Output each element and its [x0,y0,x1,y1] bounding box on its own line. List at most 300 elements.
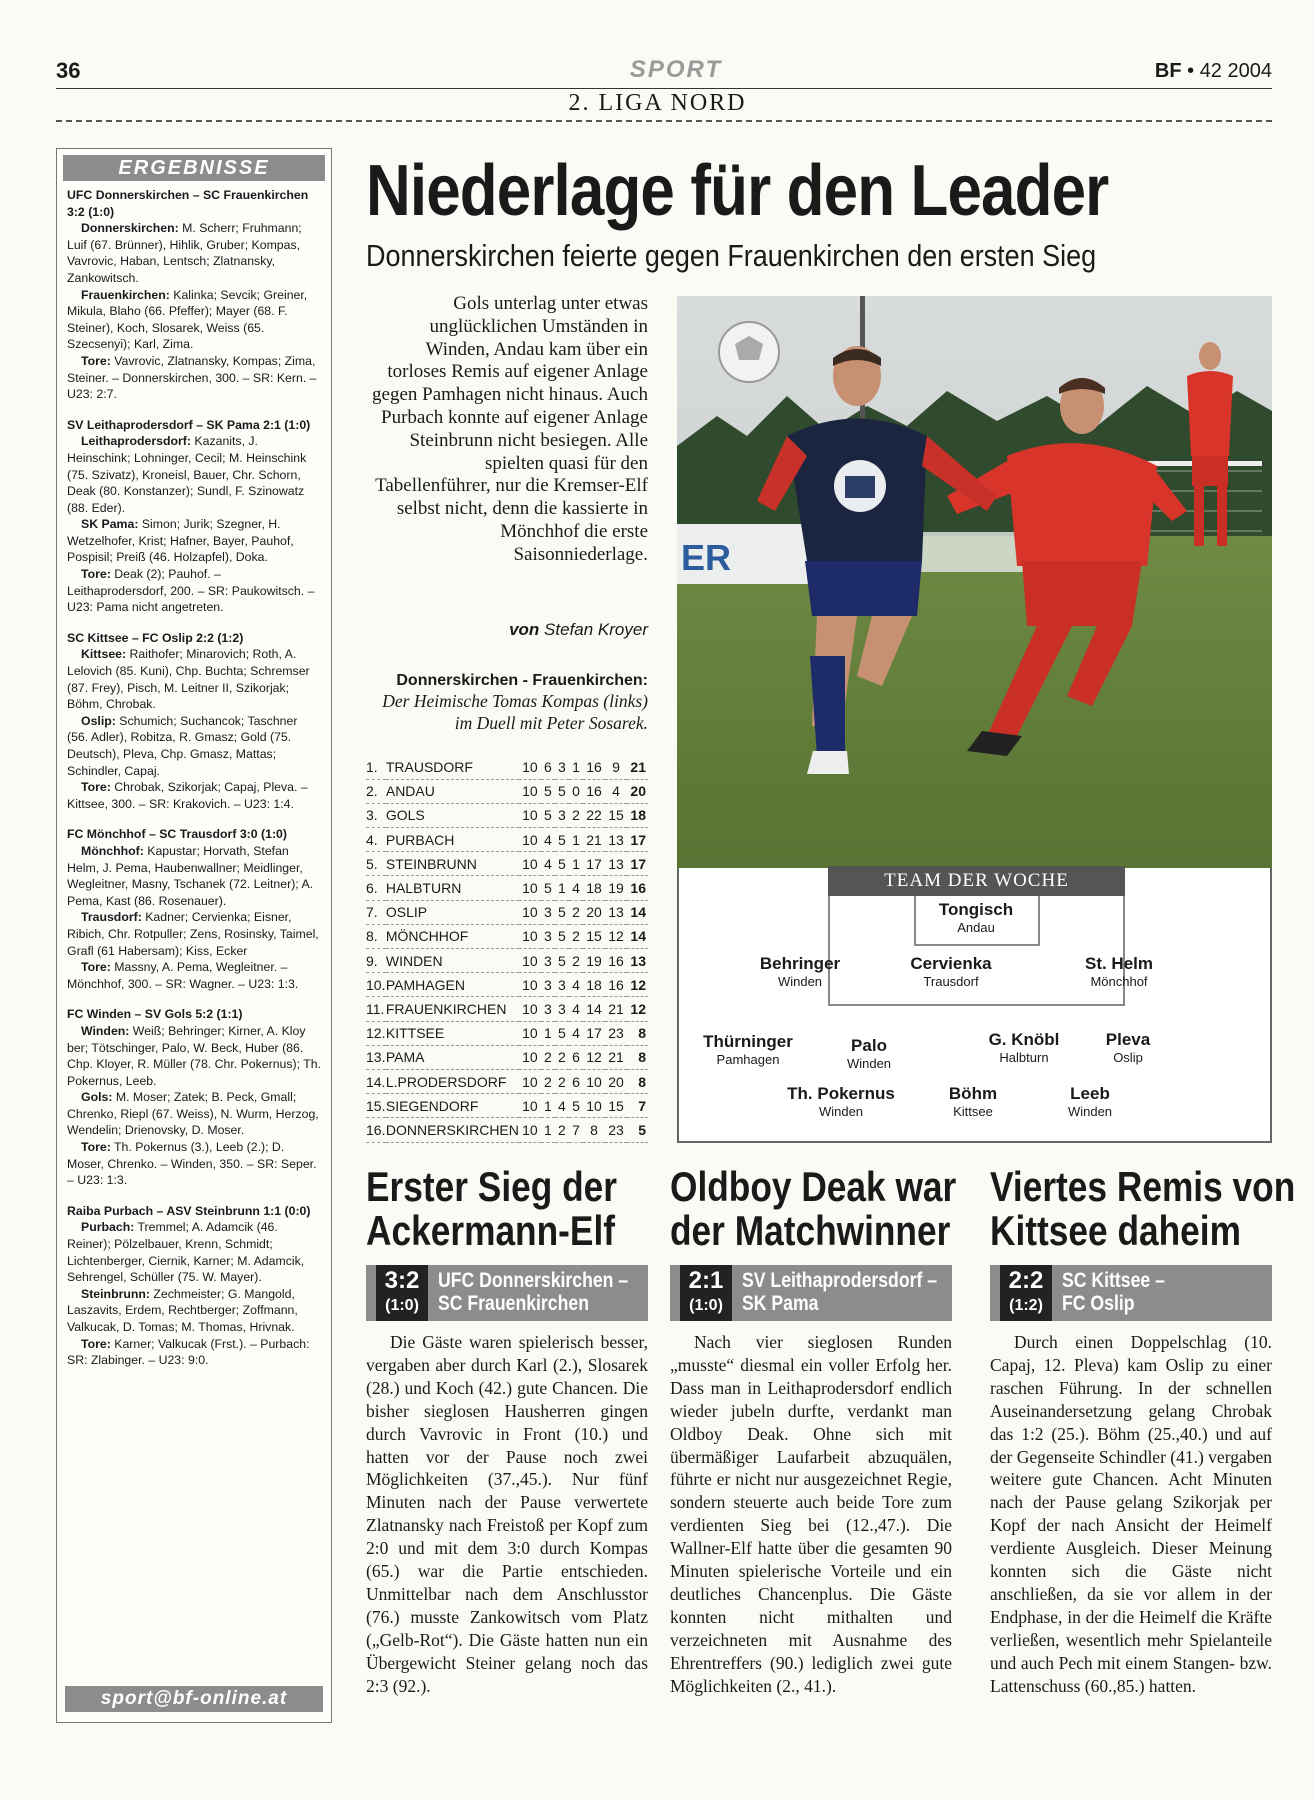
league-standings-table [366,755,648,1143]
standings-cell-ga: 16 [605,973,627,997]
lineup-text: Tremmel; A. Adamcik (46. Reiner); Pölzelbauer, Krenn, Schmidt; Lichtenberger, Ciernik, Karner; M. Adamcik, Sehrengel, Schüller (75. W. Mayer). [67,1220,305,1285]
home-team: SC Kittsee – [1062,1269,1165,1292]
standings-cell-ga: 20 [605,1069,627,1093]
match-lineup-line [67,220,321,286]
player-club: Andau [957,920,995,935]
standings-cell-pos: 9. [366,949,386,973]
lineup-team-label: Mönchhof: [81,843,144,858]
standings-cell-pos: 1. [366,755,386,779]
lineup-text: Deak (2); Pauhof. – Leithaprodersdorf, 200. – SR: Paukowitsch. – U23: Pama nicht angetreten. [67,567,315,615]
standings-cell-l: 0 [569,779,583,803]
issue-year: 2004 [1227,60,1272,82]
standings-cell-ga: 15 [605,803,627,827]
standings-cell-pos: 14. [366,1069,386,1093]
standings-cell-ga: 23 [605,1021,627,1045]
score-box [680,1265,732,1321]
page-number: 36 [56,58,81,83]
article-headline [366,1163,618,1254]
match-result [67,187,321,403]
lineup-team-label: Tore: [81,567,111,582]
article-headline-line-1: Oldboy Deak war [670,1163,957,1210]
standings-row [366,755,648,779]
standings-cell-pts: 13 [627,949,648,973]
article-headline-line-1: Viertes Remis von [990,1163,1296,1210]
standings-cell-pos: 16. [366,1118,386,1142]
standings-cell-w: 5 [541,876,555,900]
standings-cell-pos: 10. [366,973,386,997]
standings-cell-l: 2 [569,924,583,948]
standings-cell-team: FRAUENKIRCHEN [386,997,519,1021]
match-title: FC Winden – SV Gols 5:2 (1:1) [67,1007,243,1022]
article-headline-line-2: Ackermann-Elf [366,1207,615,1254]
author-name: Stefan Kroyer [544,620,648,639]
standings-cell-pos: 11. [366,997,386,1021]
article-kittsee-oslip [990,1163,1296,1698]
standings-cell-g: 10 [519,779,541,803]
lineup-text: Massny, A. Pema, Wegleitner. – Mönchhof, 300. – SR: Wagner. – U23: 1:3. [67,960,299,991]
standings-cell-team: HALBTURN [386,876,519,900]
standings-cell-w: 3 [541,949,555,973]
standings-cell-ga: 23 [605,1118,627,1142]
match-result [67,1006,321,1189]
standings-cell-pos: 2. [366,779,386,803]
standings-cell-g: 10 [519,997,541,1021]
score-teams [742,1269,937,1315]
standings-row [366,803,648,827]
standings-cell-l: 2 [569,803,583,827]
player-name: Palo [851,1036,887,1055]
results-list [57,185,331,1369]
standings-cell-pts: 21 [627,755,648,779]
standings-cell-d: 5 [555,779,569,803]
standings-cell-d: 3 [555,997,569,1021]
standings-cell-pos: 13. [366,1045,386,1069]
match-lineup-line [67,1286,321,1336]
standings-cell-g: 10 [519,828,541,852]
standings-cell-pts: 5 [627,1118,648,1142]
caption-match: Donnerskirchen - Frauenkirchen: [396,672,648,689]
standings-cell-l: 5 [569,1094,583,1118]
match-photo [677,296,1272,876]
lineup-team-label: Gols: [81,1090,113,1105]
standings-cell-team: KITTSEE [386,1021,519,1045]
standings-cell-gf: 20 [583,900,605,924]
standings-cell-w: 2 [541,1045,555,1069]
lineup-text: Karner; Valkucak (Frst.). – Purbach: SR: Zlabinger. – U23: 9:0. [67,1336,310,1368]
standings-cell-l: 4 [569,973,583,997]
results-sidebar [56,148,332,1723]
lineup-text: Zechmeister; G. Mangold, Laszavits, Erdem, Rechtberger; Zoffmann, Valkucak, D. Tomas; M. Thomas, Hrivnak. [67,1286,298,1334]
match-title: SC Kittsee – FC Oslip 2:2 (1:2) [67,630,244,645]
standings-cell-l: 4 [569,997,583,1021]
standings-cell-l: 4 [569,876,583,900]
standings-cell-team: WINDEN [386,949,519,973]
standings-cell-pts: 12 [627,973,648,997]
standings-cell-team: ANDAU [386,779,519,803]
standings-cell-w: 1 [541,1094,555,1118]
standings-cell-team: SIEGENDORF [386,1094,519,1118]
issue-info: BF • 42 2004 [1154,60,1272,82]
halftime-score: (1:0) [385,1297,419,1314]
match-result [67,417,321,616]
player-club: Mönchhof [1090,974,1148,989]
match-lineup-line [67,1219,321,1285]
lineup-team-label: Tore: [81,960,111,975]
standings-cell-gf: 21 [583,828,605,852]
standings-cell-ga: 16 [605,949,627,973]
lineup-team-label: Kittsee: [81,647,127,662]
standings-cell-pos: 12. [366,1021,386,1045]
standings-cell-gf: 22 [583,803,605,827]
player-goalkeeper [901,900,1051,935]
standings-cell-w: 6 [541,755,555,779]
standings-cell-w: 3 [541,900,555,924]
lineup-text: Kalinka; Sevcik; Greiner, Mikula, Blaho (66. Pfeffer); Mayer (68. F. Steiner), Koch, Slosarek, Weiss (65. Szecsenyi); Karl, Zima. [67,287,308,352]
standings-cell-g: 10 [519,852,541,876]
standings-cell-pos: 6. [366,876,386,900]
standings-cell-gf: 18 [583,973,605,997]
main-headline: Niederlage für den Leader [366,151,1109,231]
match-title: SV Leithaprodersdorf – SK Pama 2:1 (1:0) [67,417,311,432]
standings-cell-g: 10 [519,949,541,973]
standings-cell-l: 7 [569,1118,583,1142]
standings-cell-ga: 21 [605,1045,627,1069]
standings-cell-gf: 8 [583,1118,605,1142]
final-score: 3:2 [384,1267,420,1294]
standings-cell-team: OSLIP [386,900,519,924]
match-title: FC Mönchhof – SC Trausdorf 3:0 (1:0) [67,827,287,842]
standings-cell-pos: 5. [366,852,386,876]
standings-cell-l: 2 [569,900,583,924]
standings-cell-g: 10 [519,803,541,827]
player-name: Behringer [759,954,841,973]
player-forward-1 [766,1084,916,1119]
standings-row [366,852,648,876]
halftime-score: (1:0) [689,1297,723,1314]
article-headline [990,1163,1296,1254]
standings-cell-d: 5 [555,1021,569,1045]
standings-cell-ga: 9 [605,755,627,779]
standings-cell-g: 10 [519,1094,541,1118]
standings-cell-team: L.PRODERSDORF [386,1069,519,1093]
team-of-week-title: TEAM DER WOCHE [828,866,1125,896]
match-lineup-line [67,516,321,566]
standings-row [366,997,648,1021]
standings-cell-g: 10 [519,876,541,900]
match-lineup-line [67,1139,321,1189]
standings-cell-ga: 13 [605,900,627,924]
standings-cell-w: 5 [541,779,555,803]
lineup-text: Vavrovic, Zlatnansky, Kompas; Zima, Steiner. – Donnerskirchen, 300. – SR: Kern. – U23: 2:7. [67,353,317,402]
score-bar [366,1265,648,1321]
player-midfielder-2 [794,1036,944,1071]
match-lineup-line [67,353,321,403]
lineup-team-label: Tore: [81,353,111,368]
standings-cell-w: 1 [541,1118,555,1142]
standings-cell-gf: 12 [583,1045,605,1069]
lineup-team-label: Purbach: [81,1220,135,1235]
lineup-team-label: Tore: [81,780,111,795]
dashed-divider [56,120,1272,122]
match-lineup-line [67,646,321,712]
player-name: Thürninger [703,1032,793,1051]
lineup-team-label: Frauenkirchen: [81,287,170,302]
standings-cell-d: 5 [555,924,569,948]
standings-row [366,1118,648,1142]
standings-cell-w: 3 [541,973,555,997]
standings-cell-l: 1 [569,828,583,852]
article-body: Die Gäste waren spielerisch besser, vergaben aber durch Karl (2.), Slosarek (28.) und Koch (42.) gute Chancen. Die bisher sieglosen Hausherren gingen durch Vavrovic in Front (10.) und hatten vor der Pause noch zwei Möglichkeiten (37.,45.). Nur fünf Minuten nach der Pause verwertete Zlatnansky nach Freistoß per Kopf zum 2:0 und mit dem 3:0 durch Kompas (65.) war die Partie entschieden. Unmittelbar nach dem Anschlusstor (76.) musste Zankowitsch vom Platz („Gelb-Rot“). Die Gäste hatten nun ein Übergewicht Steiner gelang noch das 2:3 (92.). [366,1332,648,1696]
standings-row [366,1021,648,1045]
lineup-text: M. Scherr; Fruhmann; Luif (67. Brünner), Hihlik, Gruber; Kompas, Vavrovic, Haban, Lentsch; Zlatnansky, Zankowitsch. [67,221,302,285]
lineup-team-label: Steinbrunn: [81,1286,150,1301]
svg-text:ER: ER [681,537,732,578]
standings-cell-gf: 15 [583,924,605,948]
standings-cell-w: 5 [541,803,555,827]
standings-cell-d: 1 [555,876,569,900]
standings-cell-d: 3 [555,755,569,779]
match-result [67,1203,321,1369]
player-name: Pleva [1105,1030,1151,1049]
player-name: St. Helm [1084,954,1154,973]
player-defender-2 [876,954,1026,989]
player-name: G. Knöbl [988,1030,1060,1049]
standings-cell-pts: 17 [627,852,648,876]
player-name: Cervienka [910,954,992,973]
author-prefix: von [509,620,540,639]
standings-row [366,973,648,997]
score-box [376,1265,428,1321]
standings-cell-d: 4 [555,1094,569,1118]
results-title: ERGEBNISSE [63,155,325,181]
score-bar [990,1265,1272,1321]
standings-cell-pts: 8 [627,1045,648,1069]
home-team: SV Leithaprodersdorf – [742,1269,938,1292]
standings-row [366,779,648,803]
caption-text: Der Heimische Tomas Kompas (links) im Duell mit Peter Sosarek. [382,691,648,733]
standings-cell-pts: 14 [627,924,648,948]
standings-cell-w: 2 [541,1069,555,1093]
standings-cell-g: 10 [519,973,541,997]
standings-cell-team: PAMA [386,1045,519,1069]
standings-cell-gf: 16 [583,779,605,803]
standings-cell-ga: 13 [605,852,627,876]
standings-row [366,949,648,973]
lineup-team-label: Tore: [81,1140,111,1155]
standings-cell-w: 3 [541,924,555,948]
standings-cell-team: PAMHAGEN [386,973,519,997]
lineup-team-label: Donnerskirchen: [81,221,179,236]
standings-cell-d: 5 [555,828,569,852]
standings-row [366,900,648,924]
article-body: Nach vier sieglosen Runden „musste“ diesmal ein voller Erfolg her. Dass man in Leithaprodersdorf endlich wieder jubeln durfte, verdankt man Oldboy Deak. Ohne sich mit übermäßiger Laufarbeit abzuquälen, führte er nicht nur ausgezeichnet Regie, sondern steuerte auch beide Tore zum verdienten Sieg bei (12.,47.). Die Wallner-Elf hatte über die gesamten 90 Minuten spielerische Vorteile und ein deutliches Chancenplus. Die Gäste konnten nicht mithalten und verzeichneten mit Ausnahme des Ehrentreffers (90.) lediglich zwei gute Möglichkeiten (2., 41.). [670,1332,952,1696]
standings-cell-gf: 10 [583,1094,605,1118]
match-lineup-line [67,1089,321,1139]
player-club: Winden [846,1056,892,1071]
standings-cell-gf: 17 [583,852,605,876]
standings-cell-d: 2 [555,1118,569,1142]
match-lineup-line [67,1023,321,1089]
lineup-text: Raithofer; Minarovich; Roth, A. Lelovich (85. Kuni), Chp. Buchta; Schremser (87. Frey), Pisch, M. Leitner II, Szikorjak; Böhm, Chrobak. [67,647,310,712]
standings-cell-pos: 4. [366,828,386,852]
standings-cell-pos: 7. [366,900,386,924]
standings-cell-l: 6 [569,1045,583,1069]
header-rule [56,88,1272,89]
lineup-team-label: Winden: [81,1023,130,1038]
score-teams [1062,1269,1165,1315]
article-body: Durch einen Doppelschlag (10. Capaj, 12. Pleva) kam Oslip zu einer raschen Führung. In der schnellen Auseinandersetzung gelang Chrobak das 1:2 (25.). Böhm (25.,40.) und auf der Gegenseite Schindler (41.) vergaben weitere gute Chancen. Acht Minuten nach der Pause gelang Szikorjak per Kopf der nach Ansicht der Heimelf verdiente Ausgleich. Dieser Meinung konnten sich die Gäste nicht anschließen, da sie vor allem in der Endphase, in der die Heimelf die Kräfte verließen, wesentlich mehr Spielanteile und auch Pech mit einem Stangen- bzw. Lattenschuss (60.,85.) hatten. [990,1332,1272,1696]
match-lineup-line [67,843,321,909]
standings-cell-gf: 14 [583,997,605,1021]
lineup-text: Kapustar; Horvath, Stefan Helm, J. Pema, Haubenwallner; Meidlinger, Wegleitner, Masny, Tschanek (72. Leitner); A. Pema, Kast (86. Rosenauer). [67,843,314,908]
standings-cell-gf: 18 [583,876,605,900]
home-team: UFC Donnerskirchen – [438,1269,629,1292]
player-defender-1 [725,954,875,989]
standings-cell-l: 2 [569,949,583,973]
standings-cell-g: 10 [519,1069,541,1093]
lead-paragraph: Gols unterlag unter etwas unglücklichen Umständen in Winden, Andau kam über ein torloses Remis auf eigener Anlage gegen Pamhagen nicht hinaus. Auch Purbach konnte auf eigener Anlage Steinbrunn nicht besiegen. Alle spielten quasi für den Tabellenführer, nur die Kremser-Elf selbst nicht, denn die kassierte in Mönchhof die erste Saisonniederlage. [372,293,648,565]
player-name: Tongisch [938,900,1014,919]
player-club: Halbturn [999,1050,1049,1065]
lineup-team-label: Oslip: [81,713,116,728]
standings-row [366,1069,648,1093]
standings-cell-pts: 8 [627,1069,648,1093]
sport-email-link[interactable]: sport@bf-online.at [65,1686,323,1712]
score-teams [438,1269,628,1315]
match-lineup-line [67,959,321,992]
page-header [56,56,1272,88]
standings-cell-gf: 10 [583,1069,605,1093]
article-headline-line-1: Erster Sieg der [366,1163,618,1210]
standings-cell-d: 3 [555,803,569,827]
player-name: Th. Pokernus [787,1084,895,1103]
match-title: UFC Donnerskirchen – SC Frauenkirchen 3:2 (1:0) [67,188,309,219]
match-lineup-line [67,909,321,959]
issue-number: 42 [1199,60,1222,82]
article-headline [670,1163,957,1254]
player-defender-3 [1044,954,1194,989]
score-bar [670,1265,952,1321]
lineup-text: Weiß; Behringer; Kirner, A. Kloy ber; Tötschinger, Palo, W. Beck, Huber (86. Chp. Kloyer, R. Müller (78. Chr. Pokernus); Th. Pokernus, Leeb. [67,1023,322,1088]
standings-cell-g: 10 [519,900,541,924]
standings-cell-d: 2 [555,1045,569,1069]
lineup-team-label: Leithaprodersdorf: [81,434,191,449]
standings-cell-ga: 13 [605,828,627,852]
article-headline-line-2: der Matchwinner [670,1207,951,1254]
player-name: Böhm [948,1084,998,1103]
standings-cell-team: GOLS [386,803,519,827]
standings-cell-pts: 14 [627,900,648,924]
standings-row [366,1094,648,1118]
standings-row [366,828,648,852]
standings-cell-l: 1 [569,755,583,779]
lineup-team-label: Tore: [81,1336,111,1351]
standings-cell-pos: 8. [366,924,386,948]
lineup-text: Th. Pokernus (3.), Leeb (2.); D. Moser, Chrenko. – Winden, 350. – SR: Seper. – U23: 1:3. [67,1140,317,1188]
league-title: 2. LIGA NORD [568,90,747,116]
standings-cell-w: 4 [541,828,555,852]
standings-cell-g: 10 [519,924,541,948]
match-result [67,630,321,813]
publication-name: BF [1154,60,1182,82]
standings-cell-ga: 12 [605,924,627,948]
match-lineup-line [67,713,321,779]
standings-row [366,876,648,900]
standings-cell-ga: 21 [605,997,627,1021]
lineup-text: Simon; Jurik; Szegner, H. Wetzelhofer, Krist; Hafner, Bayer, Pauhof, Pospisil; Preiß (46. Holzapfel), Doka. [67,517,294,565]
article-donnerskirchen-frauenkirchen [366,1165,648,1698]
final-score: 2:1 [688,1267,724,1294]
away-team: FC Oslip [1062,1292,1135,1315]
standings-cell-l: 4 [569,1021,583,1045]
standings-cell-pts: 20 [627,779,648,803]
standings-cell-team: MÖNCHHOF [386,924,519,948]
standings-row [366,924,648,948]
lineup-text: Kadner; Cervienka; Eisner, Ribich, Chr. Rotpuller; Zens, Rosinsky, Taimel, Grafl (61 Habersam); Kiss, Ecker [67,910,319,958]
lineup-team-label: Trausdorf: [81,910,142,925]
section-name: SPORT [629,56,723,83]
standings-cell-pts: 12 [627,997,648,1021]
standings-cell-g: 10 [519,1045,541,1069]
final-score: 2:2 [1008,1267,1044,1294]
article-headline-line-2: Kittsee daheim [990,1207,1241,1254]
match-lineup-line [67,287,321,353]
player-club: Kittsee [953,1104,993,1119]
standings-cell-g: 10 [519,755,541,779]
standings-cell-g: 10 [519,1118,541,1142]
standings-cell-d: 5 [555,852,569,876]
lineup-text: Kazanits, J. Heinschink; Lohninger, Cecil; M. Heinschink (75. Szivatz), Kroneisl, Bauer, Chr. Schorn, Deak (80. Konstanzer); Sundl, F. Szinowatz (88. Eder). [67,434,307,515]
main-subheadline: Donnerskirchen feierte gegen Frauenkirchen den ersten Sieg [366,238,1097,273]
score-box [1000,1265,1052,1321]
standings-cell-w: 1 [541,1021,555,1045]
lineup-text: Chrobak, Szikorjak; Capaj, Pleva. – Kittsee, 300. – SR: Krakovich. – U23: 1:4. [67,780,308,811]
standings-cell-pts: 8 [627,1021,648,1045]
player-club: Trausdorf [923,974,979,989]
standings-cell-l: 6 [569,1069,583,1093]
away-team: SK Pama [742,1292,819,1315]
article-leithaprodersdorf-pama [670,1163,957,1698]
standings-cell-gf: 17 [583,1021,605,1045]
standings-cell-d: 3 [555,973,569,997]
standings-cell-gf: 19 [583,949,605,973]
player-club: Oslip [1113,1050,1143,1065]
standings-cell-pos: 15. [366,1094,386,1118]
standings-cell-gf: 16 [583,755,605,779]
standings-cell-team: TRAUSDORF [386,755,519,779]
lineup-team-label: SK Pama: [81,517,139,532]
match-lineup-line [67,1336,321,1369]
standings-cell-g: 10 [519,1021,541,1045]
standings-cell-d: 5 [555,900,569,924]
match-lineup-line [67,433,321,516]
match-lineup-line [67,566,321,616]
halftime-score: (1:2) [1009,1297,1043,1314]
player-club: Winden [1067,1104,1113,1119]
standings-row [366,1045,648,1069]
standings-cell-team: DONNERSKIRCHEN [386,1118,519,1142]
standings-cell-w: 3 [541,997,555,1021]
player-club: Pamhagen [716,1052,780,1067]
player-forward-3 [1015,1084,1165,1119]
standings-cell-ga: 15 [605,1094,627,1118]
player-club: Winden [818,1104,864,1119]
player-club: Winden [777,974,823,989]
photo-caption [366,668,648,734]
player-name: Leeb [1070,1084,1110,1103]
lineup-text: M. Moser; Zatek; B. Peck, Gmall; Chrenko, Riepl (67. Weiss), N. Wurm, Herzog, Wendelin; Drienovsky, D. Moser. [67,1090,319,1138]
lineup-text: Schumich; Suchancok; Taschner (56. Adler), Robitza, R. Gmasz; Gold (75. Deutsch), Pleva, Chp. Gmasz, Mattas; Schindler, Capaj. [67,713,298,778]
